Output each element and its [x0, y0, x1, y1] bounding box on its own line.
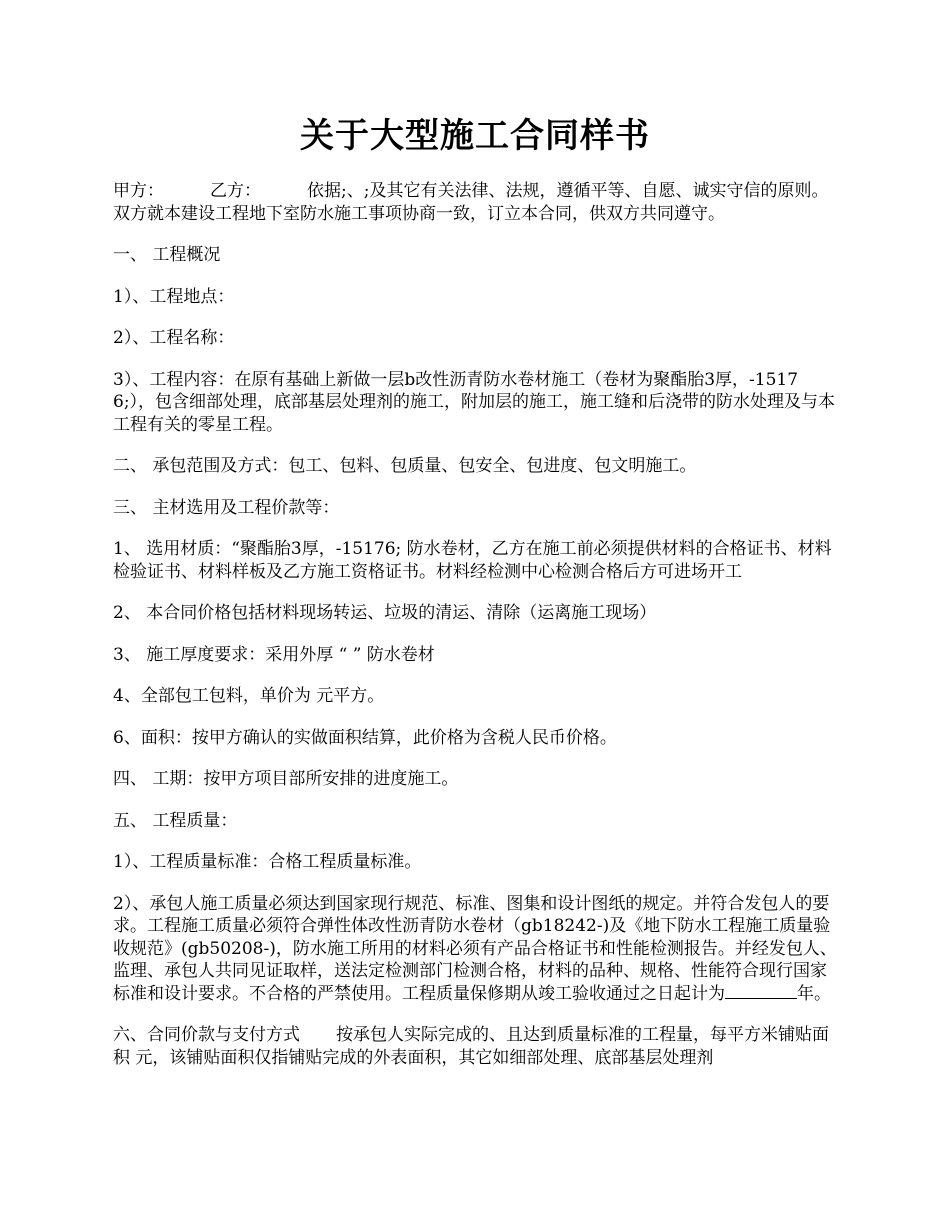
- intro-paragraph: [113, 180, 840, 225]
- paragraph: 3）、工程内容：在原有基础上新做一层b改性沥青防水卷材施工（卷材为聚酯胎3厚，-15176;），包含细部处理，底部基层处理剂的施工，附加层的施工，施工缝和后浇带的防水处理及与本工程有关的零星工程。: [113, 369, 836, 435]
- blank-underline: [725, 984, 797, 999]
- payment-paragraph: [113, 1024, 840, 1069]
- document-title: 关于大型施工合同样书: [300, 116, 650, 156]
- paragraph: 4、全部包工包料，单价为 元平方。: [113, 686, 385, 706]
- party-b-label: 乙方：: [210, 181, 261, 201]
- paragraph: 三、 主材选用及工程价款等：: [113, 497, 340, 518]
- paragraph: 1）、工程地点：: [113, 286, 235, 307]
- document-body: [113, 180, 840, 1088]
- paragraph: 一、 工程概况: [113, 245, 221, 265]
- paragraph: 四、 工期：按甲方项目部所安排的进度施工。: [113, 769, 459, 789]
- paragraph: 五、 工程质量：: [113, 810, 238, 831]
- quality-text: 2）、承包人施工质量必须达到国家现行规范、标准、图集和设计图纸的规定。并符合发包人的要求。工程施工质量必须符合弹性体改性沥青防水卷材（gb18242-)及《地下防水工程施工质量验收规范》(gb50208-)，防水施工所用的材料必须有产品合格证书和性能检测报告。并经发包人、监理、承包人共同见证取样，送法定检测部门检测合格，材料的品种、规格、性能符合现行国家标准和设计要求。不合格的严禁使用。工程质量保修期从竣工验收通过之日起计为: [113, 893, 837, 1004]
- intro-text: 依据;、;及其它有关法律、法规，遵循平等、自愿、诚实守信的原则。双方就本建设工程地下室防水施工事项协商一致，订立本合同，供双方共同遵守。: [113, 181, 829, 224]
- paragraph: 1）、工程质量标准：合格工程质量标准。: [113, 852, 422, 872]
- paragraph: 2、 本合同价格包括材料现场转运、垃圾的清运、清除（运离施工现场）: [113, 603, 657, 623]
- paragraph: 2）、工程名称：: [113, 328, 235, 348]
- quality-suffix: 年。: [797, 983, 831, 1004]
- quality-paragraph: [113, 893, 840, 1006]
- paragraph: 二、 承包范围及方式：包工、包料、包质量、包安全、包进度、包文明施工。: [113, 456, 697, 476]
- paragraph: 6、面积：按甲方确认的实做面积结算，此价格为含税人民币价格。: [113, 727, 617, 748]
- payment-text: 按承包人实际完成的、且达到质量标准的工程量，每平方米铺贴面积 元，该铺贴面积仅指铺贴完成的外表面积，其它如细部处理、底部基层处理剂: [113, 1025, 829, 1068]
- paragraph: 3、 施工厚度要求：采用外厚 “ ” 防水卷材: [113, 644, 435, 665]
- paragraph: 1、 选用材质：“聚酯胎3厚，-15176; 防水卷材，乙方在施工前必须提供材料的合格证书、材料检验证书、材料样板及乙方施工资格证书。材料经检测中心检测合格后方可进场开工: [113, 539, 832, 582]
- party-a-label: 甲方：: [113, 181, 164, 201]
- payment-heading: 六、合同价款与支付方式: [113, 1025, 300, 1045]
